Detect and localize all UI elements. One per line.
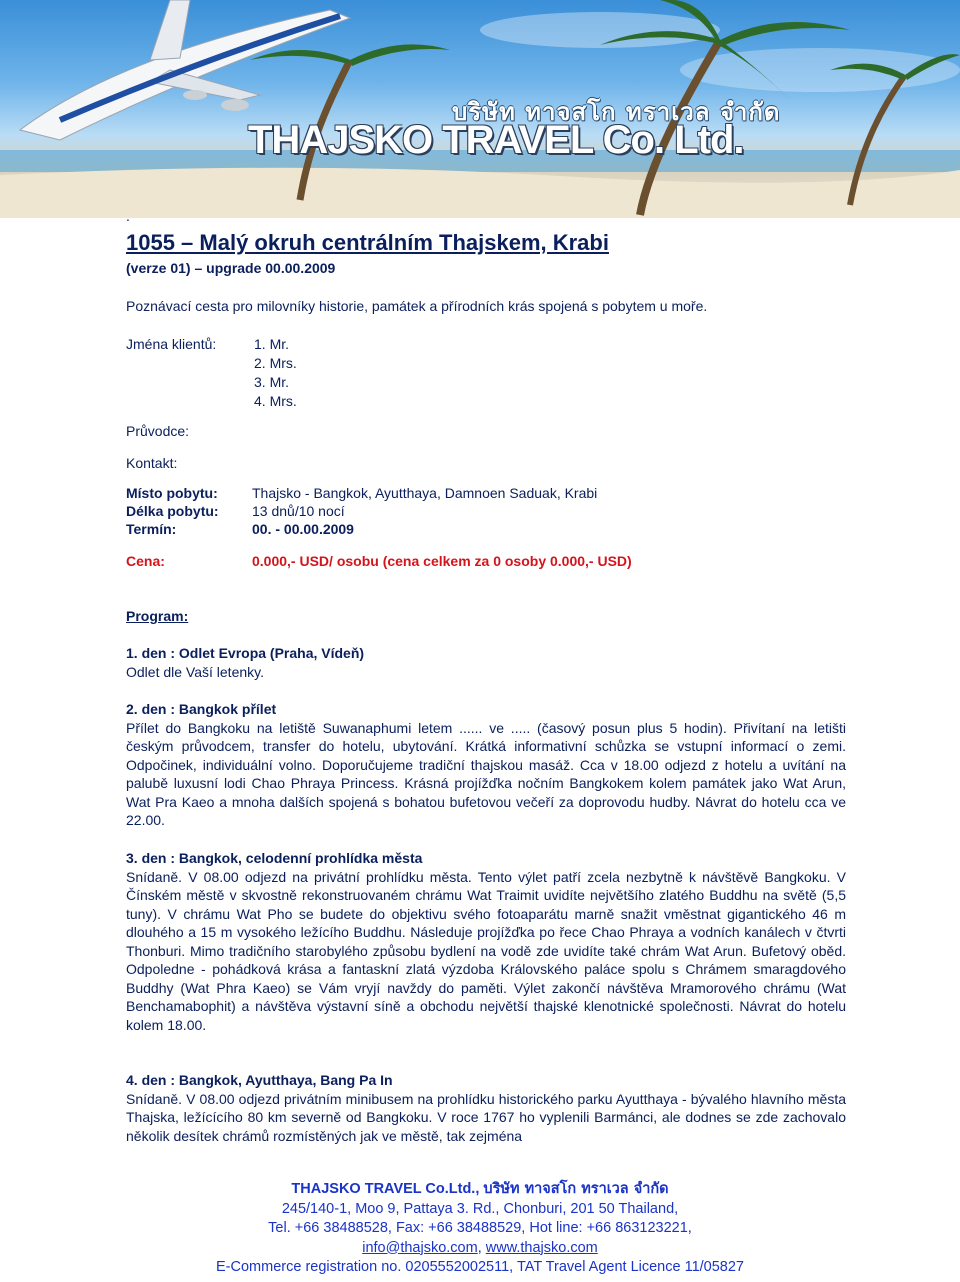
guide-label: Průvodce: <box>126 423 190 439</box>
place-value: Thajsko - Bangkok, Ayutthaya, Damnoen Saduak, Krabi <box>252 485 598 501</box>
program-day-1 <box>126 644 846 681</box>
price-value: 0.000,- USD/ osobu (cena celkem za 0 osoby 0.000,- USD) <box>252 553 632 569</box>
program-day-4 <box>126 1071 846 1145</box>
page-footer <box>0 1180 960 1278</box>
tour-intro: Poznávací cesta pro milovníky historie, památek a přírodních krás spojená s pobytem u moře. <box>126 298 708 314</box>
tour-version: (verze 01) – upgrade 00.00.2009 <box>126 260 336 276</box>
client-4: 4. Mrs. <box>254 393 297 409</box>
day-text: Odlet dle Vaší letenky. <box>126 663 264 680</box>
program-label: Program: <box>126 608 189 624</box>
day-text: Snídaně. V 08.00 odjezd privátním minibusem na prohlídku historického parku Ayutthaya - bývalého hlavního města Thajska, ležícícího 80 km severně od Bangkoku. V roce 1767 ho vyplenili Barmánci, ale dodnes se zde zachovalo několik desítek chrámů rozmístěných jak ve městě, tak zejména <box>126 1090 846 1144</box>
term-label: Termín: <box>126 521 177 537</box>
day-text: Snídaně. V 08.00 odjezd na privátní prohlídku města. Tento výlet patří zcela nezbytně k návštěvě Bangkoku. V Čínském městě v skvostně rekonstruovaném chrámu Wat Traimit uvidíte největšího zlatého Buddhu na světě (5,5 tuny). V chrámu Wat Pho se budete do objektivu svého fotoaparátu marně snažit vměstnat gigantického 46 m dlouhého a 15 m vysokého ležícího Buddhu. Následuje projížďka po řece Chao Phraya a vodních kanálech v čtvrti Thonburi. Mimo tradičního starobylého způsobu bydlení na vodě zde uvidíte také chrám Wat Arun. Bufetový oběd. Odpoledne - pohádková krása a fantaskní zlatá výzdoba Královského paláce spolu s Chrámem smaragdového Buddhy (Wat Phra Kaeo) se Vám vryjí navždy do paměti. Výlet zakončí návštěva Mramorového chrámu (Wat Benchamabophit) a návštěva výstavní síně a obchodu největší thajské klenotnické společnosti. Návrat do hotelu kolem 18.00. <box>126 868 846 1033</box>
day-text: Přílet do Bangkoku na letiště Suwanaphumi letem ...... ve ..... (časový posun plus 5 hodin). Přivítaní na letišti českým průvodcem, transfer do hotelu, ubytování. Krátká informativní schůzka se vstupní informací o zemi. Odpočinek, individuální volno. Doporučujeme tradiční thajskou masáž. Cca v 18.00 odjezd z hotelu a uvítání na palubě luxusní lodi Chao Phraya Princess. Krásná projížďka nočním Bangkokem kolem památek jako Wat Arun, Wat Pra Kaeo a mnoha dalších spojená s bohatou bufetovou večeří za doprovodu hudby. Návrat do hotelu cca ve 22.00. <box>126 719 846 828</box>
program-day-2 <box>126 700 846 830</box>
client-2: 2. Mrs. <box>254 355 297 371</box>
footer-registration: E-Commerce registration no. 0205552002511, TAT Travel Agent Licence 11/05827 <box>216 1259 744 1275</box>
length-label: Délka pobytu: <box>126 503 219 519</box>
footer-web-link[interactable]: www.thajsko.com <box>485 1239 598 1256</box>
program-day-3 <box>126 849 846 1034</box>
term-value: 00. - 00.00.2009 <box>252 521 354 537</box>
client-3: 3. Mr. <box>254 374 290 390</box>
banner-company-name: THAJSKO TRAVEL Co. Ltd. <box>248 118 744 162</box>
day-heading: 2. den : Bangkok přílet <box>126 701 277 717</box>
footer-separator: , <box>477 1239 482 1256</box>
footer-email-link[interactable]: info@thajsko.com <box>362 1239 478 1256</box>
contact-label: Kontakt: <box>126 455 178 471</box>
footer-phones: Tel. +66 38488528, Fax: +66 38488529, Hot line: +66 863123221, <box>268 1220 692 1236</box>
paragraph-marker: . <box>126 208 130 224</box>
header-banner <box>0 0 960 218</box>
footer-address: 245/140-1, Moo 9, Pattaya 3. Rd., Chonburi, 201 50 Thailand, <box>281 1200 679 1217</box>
client-1: 1. Mr. <box>254 336 290 352</box>
day-heading: 4. den : Bangkok, Ayutthaya, Bang Pa In <box>126 1072 393 1088</box>
tour-title: 1055 – Malý okruh centrálním Thajskem, Krabi <box>126 230 609 255</box>
price-label: Cena: <box>126 553 165 569</box>
length-value: 13 dnů/10 nocí <box>252 503 345 519</box>
clients-label: Jména klientů: <box>126 336 217 352</box>
footer-company-line <box>0 1180 960 1200</box>
banner-thai-name: บริษัท ทาจสโก ทราเวล จำกัด <box>452 98 781 126</box>
footer-company-thai: บริษัท ทาจสโก ทราเวล จำกัด <box>483 1181 669 1197</box>
place-label: Místo pobytu: <box>126 485 218 501</box>
day-heading: 3. den : Bangkok, celodenní prohlídka města <box>126 850 423 866</box>
footer-company: THAJSKO TRAVEL Co.Ltd., <box>291 1181 480 1197</box>
day-heading: 1. den : Odlet Evropa (Praha, Vídeň) <box>126 645 365 661</box>
footer-contacts <box>0 1239 960 1259</box>
